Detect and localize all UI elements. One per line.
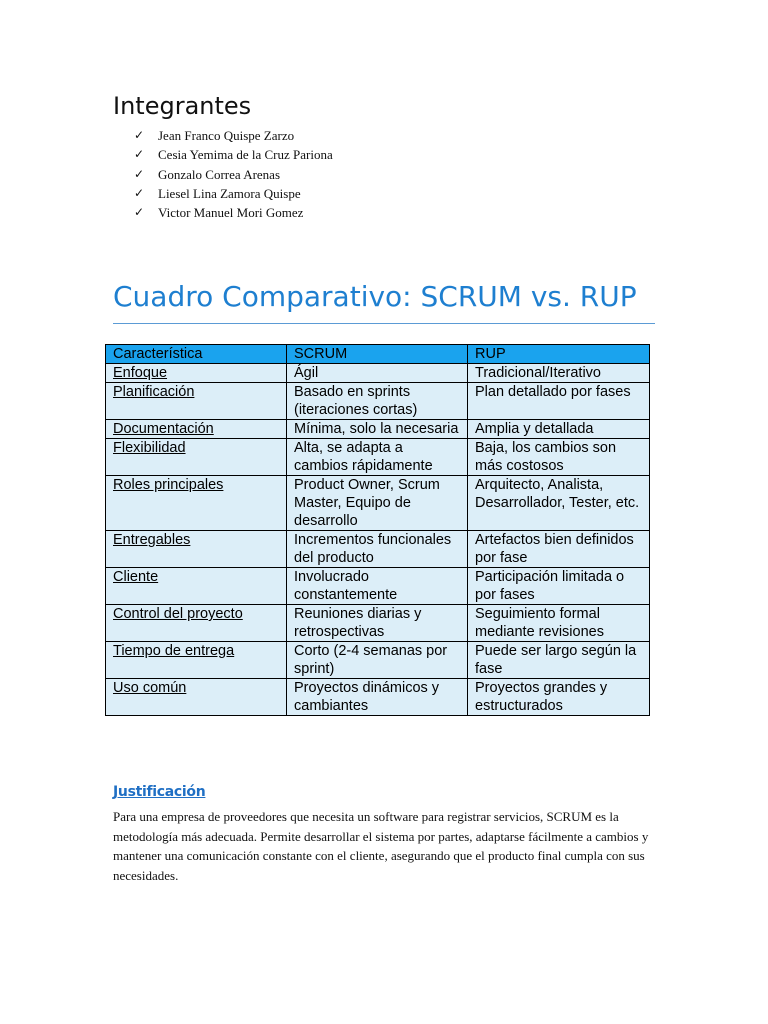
scrum-cell: Mínima, solo la necesaria (287, 420, 468, 439)
table-row (106, 476, 650, 531)
rup-cell: Amplia y detallada (468, 420, 650, 439)
header-cell: Característica (106, 345, 287, 364)
feature-cell (106, 476, 287, 531)
table-row (106, 679, 650, 716)
justificacion-heading: Justificación (113, 784, 206, 800)
member-name: Victor Manuel Mori Gomez (158, 205, 304, 221)
table-row (106, 364, 650, 383)
feature-cell (106, 364, 287, 383)
feature-label: Uso común (113, 680, 187, 696)
list-item (134, 203, 333, 222)
scrum-cell: Reuniones diarias y retrospectivas (287, 605, 468, 642)
members-list (134, 126, 333, 222)
feature-label: Planificación (113, 384, 195, 400)
feature-cell (106, 439, 287, 476)
comparison-title: Cuadro Comparativo: SCRUM vs. RUP (113, 280, 637, 313)
scrum-cell: Alta, se adapta a cambios rápidamente (287, 439, 468, 476)
scrum-cell: Ágil (287, 364, 468, 383)
rup-cell: Artefactos bien definidos por fase (468, 531, 650, 568)
member-name: Jean Franco Quispe Zarzo (158, 128, 295, 143)
table-row (106, 531, 650, 568)
scrum-cell: Incrementos funcionales del producto (287, 531, 468, 568)
rup-cell: Seguimiento formal mediante revisiones (468, 605, 650, 642)
list-item (134, 126, 333, 145)
scrum-cell: Corto (2-4 semanas por sprint) (287, 642, 468, 679)
feature-cell (106, 568, 287, 605)
feature-label: Entregables (113, 532, 191, 548)
header-cell: SCRUM (287, 345, 468, 364)
feature-label: Roles principales (113, 477, 224, 493)
checkmark-icon: ✓ (134, 147, 145, 162)
table-row (106, 439, 650, 476)
feature-label: Control del proyecto (113, 606, 243, 622)
scrum-cell: Product Owner, Scrum Master, Equipo de desarrollo (287, 476, 468, 531)
header-cell: RUP (468, 345, 650, 364)
rup-cell: Arquitecto, Analista, Desarrollador, Tester, etc. (468, 476, 650, 531)
member-name: Cesia Yemima de la Cruz Pariona (158, 147, 333, 163)
justificacion-paragraph: Para una empresa de proveedores que necesita un software para registrar servicios, SCRUM es la metodología más adecuada. Permite desarrollar el sistema por partes, adaptarse fácilmente a cambios y mantener una comunicación constante con el cliente, asegurando que el producto final cumpla con sus necesidades. (113, 809, 649, 883)
feature-cell (106, 642, 287, 679)
list-item (134, 184, 333, 203)
feature-cell (106, 420, 287, 439)
checkmark-icon: ✓ (134, 205, 145, 220)
checkmark-icon: ✓ (134, 166, 145, 181)
list-item (134, 165, 333, 184)
rup-cell: Puede ser largo según la fase (468, 642, 650, 679)
table-row (106, 568, 650, 605)
member-name: Gonzalo Correa Arenas (158, 166, 281, 182)
checkmark-icon: ✓ (134, 128, 145, 142)
list-item (134, 145, 333, 164)
scrum-cell: Involucrado constantemente (287, 568, 468, 605)
member-name: Liesel Lina Zamora Quispe (158, 185, 301, 201)
table-row (106, 420, 650, 439)
integrantes-heading: Integrantes (113, 92, 252, 120)
feature-label: Documentación (113, 421, 214, 437)
rup-cell: Plan detallado por fases (468, 383, 650, 420)
feature-cell (106, 383, 287, 420)
feature-label: Tiempo de entrega (113, 643, 235, 659)
checkmark-icon: ✓ (134, 185, 145, 200)
feature-cell (106, 679, 287, 716)
table-row (106, 605, 650, 642)
rup-cell: Proyectos grandes y estructurados (468, 679, 650, 716)
feature-cell (106, 531, 287, 568)
feature-label: Cliente (113, 569, 159, 585)
feature-label: Flexibilidad (113, 440, 186, 456)
rup-cell: Baja, los cambios son más costosos (468, 439, 650, 476)
scrum-cell: Proyectos dinámicos y cambiantes (287, 679, 468, 716)
feature-cell (106, 605, 287, 642)
title-underline-divider (113, 323, 655, 324)
table-row (106, 383, 650, 420)
scrum-cell: Basado en sprints (iteraciones cortas) (287, 383, 468, 420)
table-header-row (106, 345, 650, 364)
table-row (106, 642, 650, 679)
rup-cell: Tradicional/Iterativo (468, 364, 650, 383)
comparison-table (105, 344, 650, 716)
feature-label: Enfoque (113, 365, 168, 381)
rup-cell: Participación limitada o por fases (468, 568, 650, 605)
